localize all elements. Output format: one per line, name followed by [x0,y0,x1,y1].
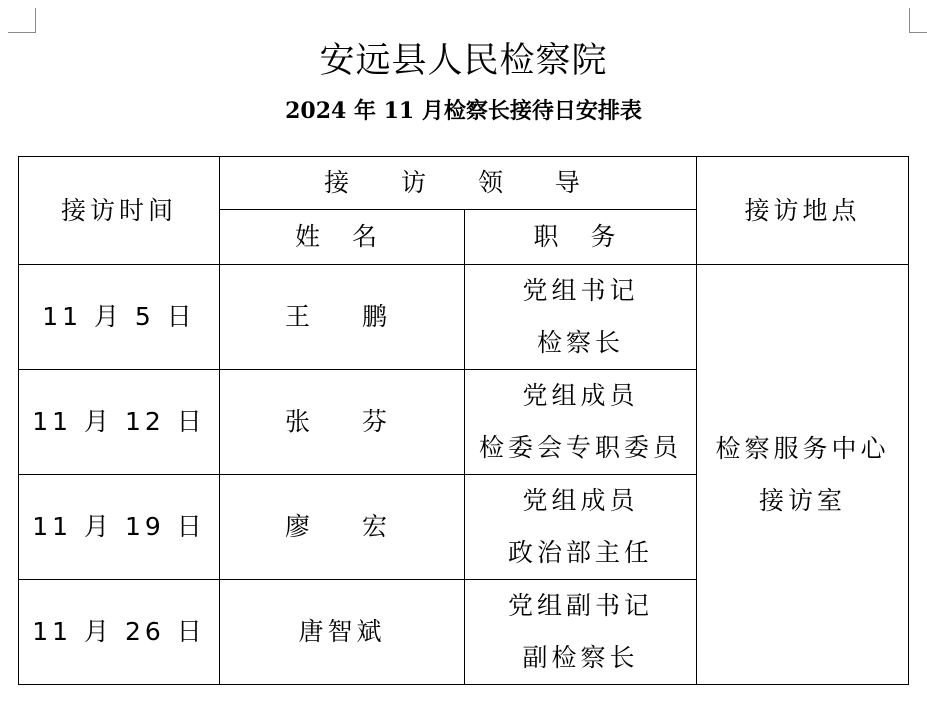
row-position-line: 检察长 [536,328,624,357]
header-location: 接访地点 [697,157,909,265]
location-cell [697,265,909,685]
crop-mark-top-left [8,8,36,33]
row-name: 唐智斌 [220,580,465,685]
row-position [465,265,697,370]
row-date: 11 月 19 日 [19,475,220,580]
row-name: 张 芬 [220,370,465,475]
header-time: 接访时间 [19,157,220,265]
document-title: 安远县人民检察院 [319,41,608,81]
row-position [465,475,697,580]
row-position-line: 党组成员 [522,381,639,410]
row-position-line: 党组副书记 [507,591,653,620]
row-date: 11 月 5 日 [19,265,220,370]
row-position-line: 党组书记 [522,276,639,305]
header-leader-group: 接 访 领 导 [220,157,697,210]
schedule-table [18,156,909,685]
location-line: 接访室 [758,485,846,515]
row-position [465,370,697,475]
row-date: 11 月 26 日 [19,580,220,685]
row-name: 王 鹏 [220,265,465,370]
row-date: 11 月 12 日 [19,370,220,475]
row-position-line: 党组成员 [522,486,639,515]
row-position-line: 副检察长 [522,643,639,672]
header-row-top [19,157,909,210]
table-row [19,265,909,370]
header-name: 姓 名 [220,210,465,265]
header-position: 职 务 [465,210,697,265]
row-position [465,580,697,685]
row-position-line: 政治部主任 [507,538,653,567]
crop-mark-top-right [909,8,927,33]
document-subtitle: 2024 年 11 月检察长接待日安排表 [285,98,642,124]
row-name: 廖 宏 [220,475,465,580]
location-line: 检察服务中心 [715,433,890,463]
row-position-line: 检委会专职委员 [478,433,682,462]
